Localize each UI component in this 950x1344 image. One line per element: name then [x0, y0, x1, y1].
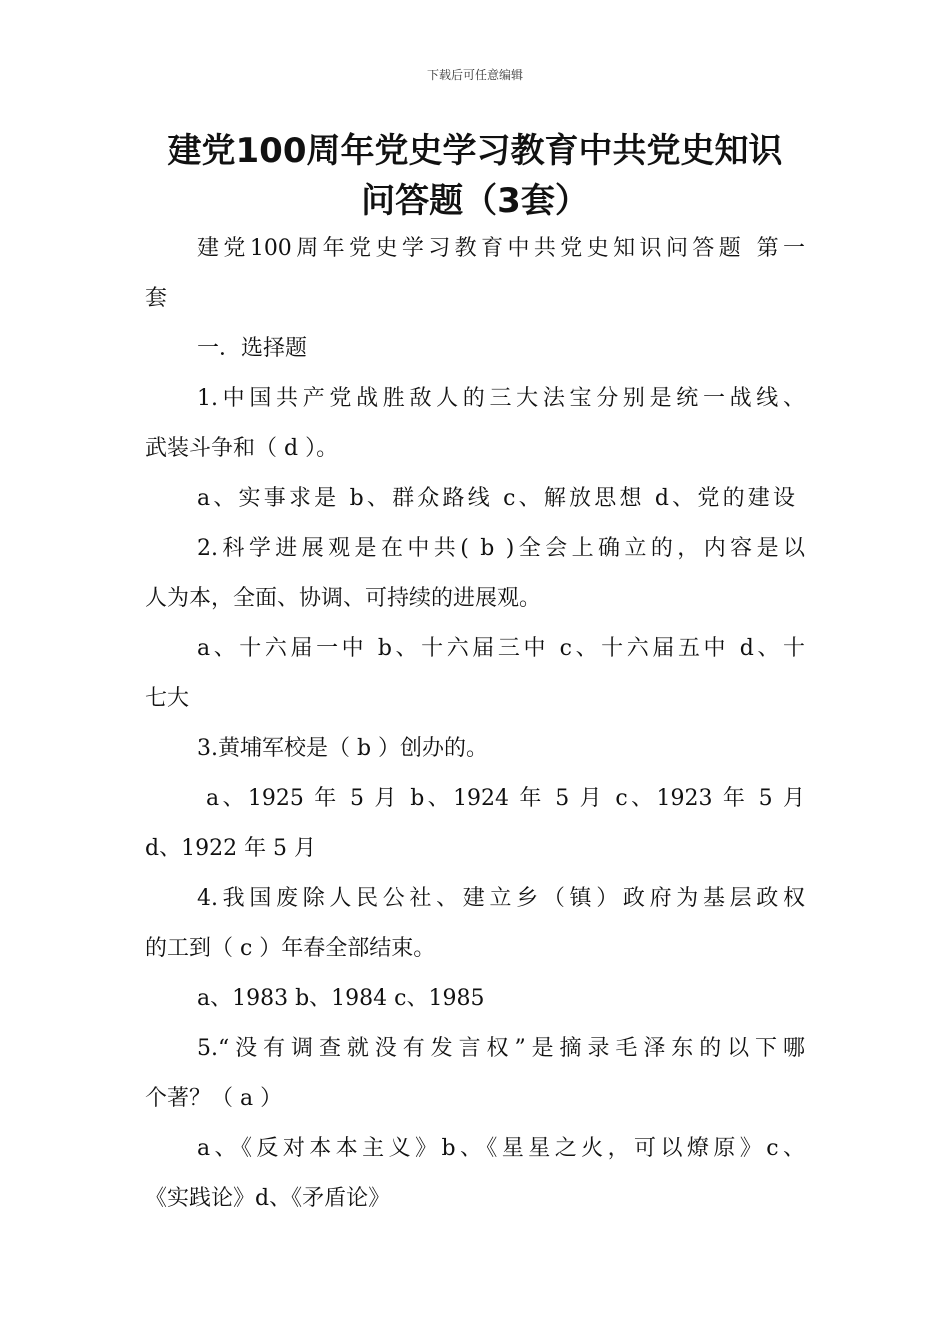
question-4-line-1: 4.我国废除人民公社、建立乡（镇）政府为基层政权: [197, 886, 805, 911]
question-2-line-1: 2.科学进展观是在中共( b )全会上确立的，内容是以: [197, 536, 805, 561]
question-2-line-2: 人为本，全面、协调、可持续的进展观。: [145, 586, 542, 611]
question-4-options: a、1983 b、1984 c、1985: [197, 986, 485, 1011]
intro-line-1: 建党100周年党史学习教育中共党史知识问答题 第一: [197, 236, 805, 261]
intro-line-2: 套: [145, 286, 168, 311]
question-3-options-line-1: a、1925 年 5 月 b、1924 年 5 月 c、1923 年 5 月: [206, 786, 805, 811]
question-2-options-line-1: a、十六届一中 b、十六届三中 c、十六届五中 d、十: [197, 636, 805, 661]
question-3-options-line-2: d、1922 年 5 月: [145, 836, 317, 861]
question-2-options-line-2: 七大: [145, 686, 190, 711]
question-3-line-1: 3.黄埔军校是（ b ）创办的。: [197, 736, 489, 761]
title-line-2: 问答题（3套）: [361, 181, 589, 221]
question-1-options: a、实事求是 b、群众路线 c、解放思想 d、党的建设: [197, 486, 795, 511]
question-5-line-2: 个著？（ a ）: [145, 1086, 283, 1111]
header-note: 下载后可任意编辑: [426, 68, 523, 82]
question-1-line-1: 1.中国共产党战胜敌人的三大法宝分别是统一战线、: [197, 386, 805, 411]
question-5-options-line-2: 《实践论》d、《矛盾论》: [145, 1186, 391, 1211]
title-line-1: 建党100周年党史学习教育中共党史知识: [167, 131, 783, 171]
question-5-options-line-1: a、《反对本本主义》b、《星星之火，可以燎原》c、: [197, 1136, 805, 1161]
question-1-line-2: 武装斗争和（ d ）。: [145, 436, 339, 461]
section-heading: 一．选择题: [197, 336, 308, 361]
question-4-line-2: 的工到（ c ）年春全部结束。: [145, 936, 436, 961]
question-5-line-1: 5.“没有调查就没有发言权”是摘录毛泽东的以下哪: [197, 1036, 805, 1061]
